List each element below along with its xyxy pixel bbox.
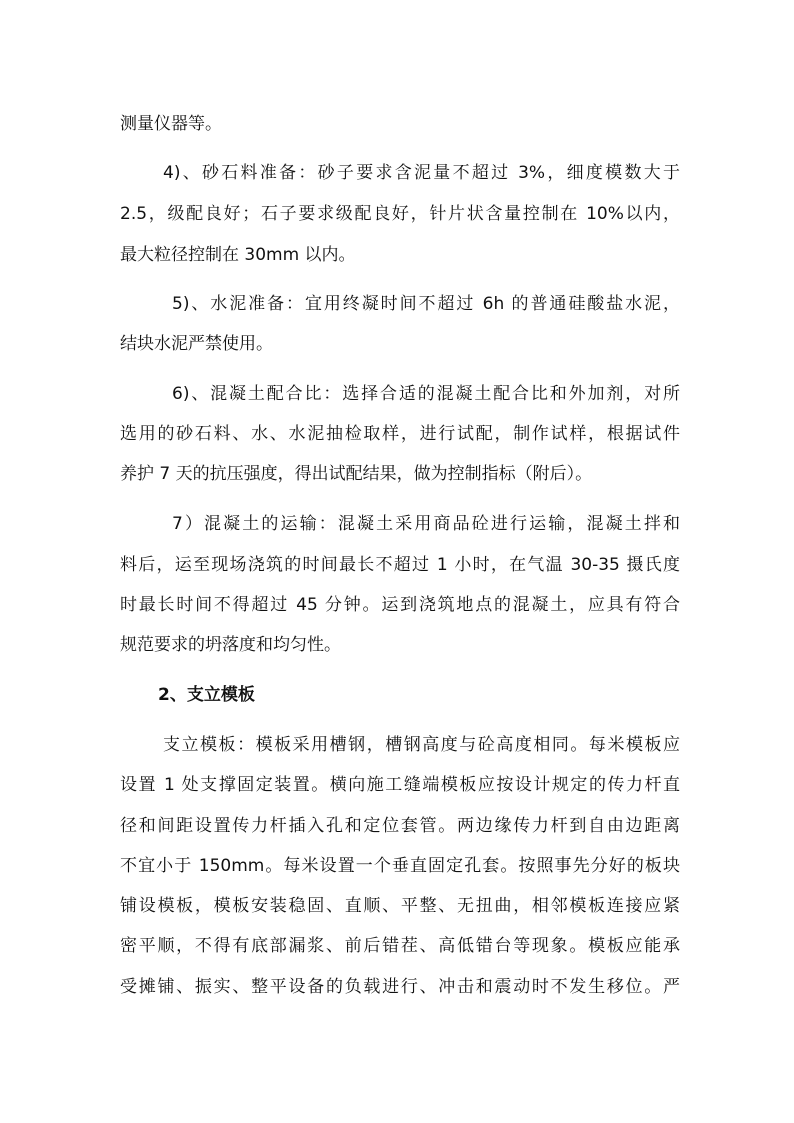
text-line: 铺设模板，模板安装稳固、直顺、平整、无扭曲，相邻模板连接应紧 [120, 896, 680, 916]
text-line: 养护 7 天的抗压强度，得出试配结果，做为控制指标（附后）。 [120, 464, 593, 484]
text-line: 7）混凝土的运输：混凝土采用商品砼进行运输，混凝土拌和 [172, 514, 680, 534]
text-line: 不宜小于 150mm。每米设置一个垂直固定孔套。按照事先分好的板块 [120, 856, 680, 876]
text-line: 密平顺，不得有底部漏浆、前后错茬、高低错台等现象。模板应能承 [120, 936, 680, 956]
text-line: 6)、混凝土配合比：选择合适的混凝土配合比和外加剂，对所 [172, 384, 680, 404]
text-line: 2.5，级配良好；石子要求级配良好，针片状含量控制在 10%以内， [120, 204, 680, 224]
section-heading: 2、支立模板 [158, 685, 255, 705]
text-line: 4)、砂石料准备：砂子要求含泥量不超过 3%，细度模数大于 [163, 163, 680, 183]
text-line: 支立模板：模板采用槽钢，槽钢高度与砼高度相同。每米模板应 [163, 735, 680, 755]
text-line: 设置 1 处支撑固定装置。横向施工缝端模板应按设计规定的传力杆直 [120, 775, 680, 795]
text-line: 径和间距设置传力杆插入孔和定位套管。两边缘传力杆到自由边距离 [120, 816, 680, 836]
text-line: 规范要求的坍落度和均匀性。 [120, 635, 341, 655]
text-line: 最大粒径控制在 30mm 以内。 [120, 245, 356, 265]
text-line: 5)、水泥准备：宜用终凝时间不超过 6h 的普通硅酸盐水泥， [172, 294, 680, 314]
text-line: 时最长时间不得超过 45 分钟。运到浇筑地点的混凝土，应具有符合 [120, 595, 680, 615]
text-line: 料后，运至现场浇筑的时间最长不超过 1 小时，在气温 30-35 摄氏度 [120, 555, 680, 575]
text-line: 测量仪器等。 [120, 114, 222, 134]
text-line: 结块水泥严禁使用。 [120, 334, 273, 354]
text-line: 选用的砂石料、水、水泥抽检取样，进行试配，制作试样，根据试件 [120, 424, 680, 444]
text-line: 受摊铺、振实、整平设备的负载进行、冲击和震动时不发生移位。严 [120, 977, 680, 997]
